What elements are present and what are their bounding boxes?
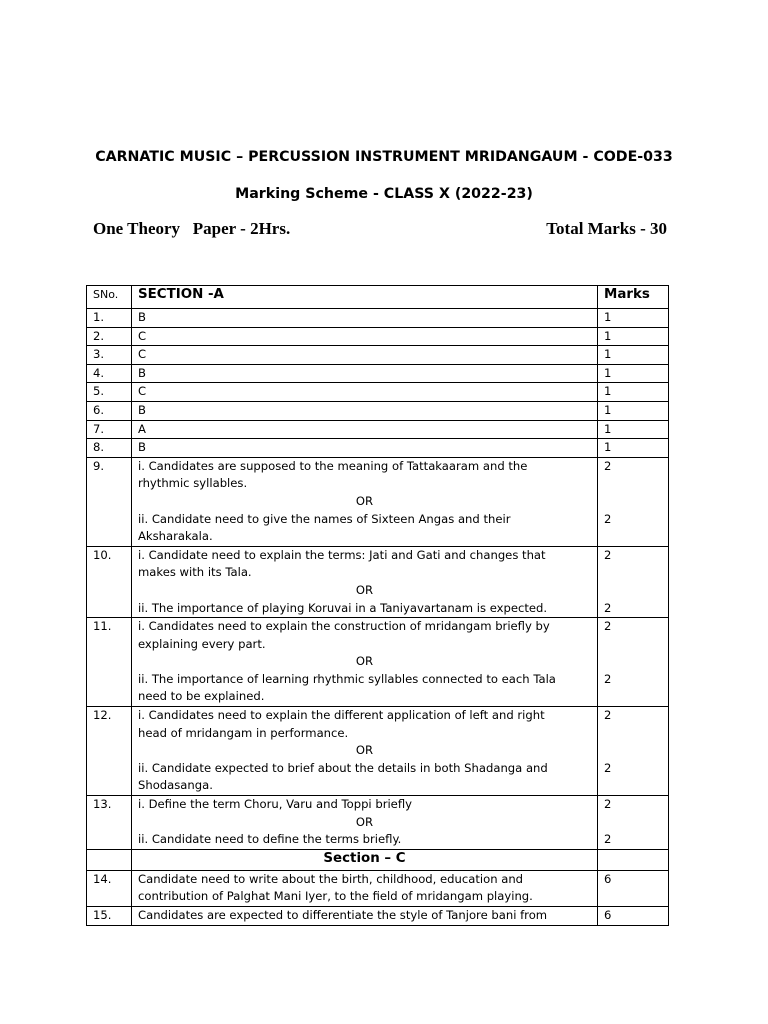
- answer-line: head of mridangam in performance.: [138, 725, 349, 740]
- paper-duration: One Theory Paper - 2Hrs.: [93, 219, 291, 238]
- section-c-row: [87, 849, 669, 870]
- table-row: [87, 364, 669, 383]
- document-title: CARNATIC MUSIC – PERCUSSION INSTRUMENT MRIDANGAUM - CODE-033: [95, 149, 673, 165]
- answer-line: explaining every part.: [138, 636, 266, 651]
- table-row: [87, 383, 669, 402]
- row-sno: 6.: [87, 401, 132, 420]
- answer-line: need to be explained.: [138, 689, 265, 704]
- row-sno: 2.: [87, 327, 132, 346]
- answer-line: ii. Candidate need to give the names of Sixteen Angas and their: [138, 511, 511, 526]
- or-separator: OR: [355, 814, 374, 829]
- row-marks: [598, 546, 669, 617]
- row-answer: B: [132, 439, 598, 458]
- row-marks: [598, 796, 669, 850]
- table-row: [87, 439, 669, 458]
- answer-line: Candidates are expected to differentiate the style of Tanjore bani from: [138, 908, 548, 922]
- answer-line: ii. The importance of playing Koruvai in a Taniyavartanam is expected.: [138, 600, 548, 615]
- row-answer: C: [132, 327, 598, 346]
- row-marks: 1: [598, 309, 669, 328]
- row-marks: [598, 457, 669, 546]
- row-sno: 5.: [87, 383, 132, 402]
- row-answer: A: [132, 420, 598, 439]
- row-answer: [132, 707, 598, 796]
- row-marks: 1: [598, 401, 669, 420]
- row-answer: B: [132, 401, 598, 420]
- row-marks: 1: [598, 346, 669, 365]
- row-answer: B: [132, 364, 598, 383]
- or-separator: OR: [355, 582, 374, 597]
- answer-line: Shodasanga.: [138, 778, 213, 793]
- document-subtitle: Marking Scheme - CLASS X (2022-23): [235, 186, 533, 202]
- marks-value: 2: [604, 619, 612, 634]
- row-answer: [132, 796, 598, 850]
- row-answer: [132, 907, 598, 926]
- answer-line: i. Define the term Choru, Varu and Toppi briefly: [138, 797, 412, 812]
- table-row: [87, 907, 669, 926]
- row-sno: 3.: [87, 346, 132, 365]
- row-sno: 14.: [87, 870, 132, 906]
- row-sno: 1.: [87, 309, 132, 328]
- marks-value: 2: [604, 511, 612, 526]
- row-answer: C: [132, 346, 598, 365]
- answer-line: makes with its Tala.: [138, 565, 252, 580]
- or-separator: OR: [355, 743, 374, 758]
- table-row: [87, 420, 669, 439]
- marks-value: 2: [604, 547, 612, 562]
- or-separator: OR: [355, 654, 374, 669]
- answer-line: i. Candidates are supposed to the meaning of Tattakaaram and the: [138, 458, 528, 473]
- marks-gap: [604, 564, 662, 599]
- marks-gap: [604, 475, 662, 510]
- header-marks: Marks: [598, 286, 669, 309]
- section-c-heading: Section – C: [132, 849, 598, 870]
- marks-value: 2: [604, 600, 612, 615]
- table-header-row: [87, 286, 669, 309]
- row-sno: [87, 849, 132, 870]
- marks-gap: [604, 636, 662, 671]
- table-row: [87, 618, 669, 707]
- row-marks: 1: [598, 383, 669, 402]
- row-sno: 4.: [87, 364, 132, 383]
- answer-line: ii. Candidate expected to brief about the details in both Shadanga and: [138, 760, 548, 775]
- table-row: [87, 457, 669, 546]
- marks-value: 2: [604, 708, 612, 723]
- marks-value: 2: [604, 832, 612, 847]
- table-row: [87, 401, 669, 420]
- row-answer: [132, 546, 598, 617]
- row-answer: C: [132, 383, 598, 402]
- row-sno: 7.: [87, 420, 132, 439]
- row-marks: [598, 618, 669, 707]
- table-row: [87, 309, 669, 328]
- answer-line: Candidate need to write about the birth, childhood, education and: [138, 871, 524, 886]
- table-row: [87, 346, 669, 365]
- row-sno: 10.: [87, 546, 132, 617]
- marking-scheme-table: [86, 285, 669, 926]
- header-section-a: SECTION -A: [132, 286, 598, 309]
- answer-line: ii. The importance of learning rhythmic syllables connected to each Tala: [138, 671, 556, 686]
- paper-info-line: [93, 219, 667, 241]
- answer-line: i. Candidate need to explain the terms: Jati and Gati and changes that: [138, 547, 546, 562]
- row-marks: 6: [598, 907, 669, 926]
- row-answer: B: [132, 309, 598, 328]
- row-marks: 1: [598, 364, 669, 383]
- answer-line: ii. Candidate need to define the terms briefly.: [138, 832, 402, 847]
- row-answer: [132, 457, 598, 546]
- row-sno: 12.: [87, 707, 132, 796]
- table-row: [87, 546, 669, 617]
- answer-line: Aksharakala.: [138, 529, 213, 544]
- marks-value: 2: [604, 671, 612, 686]
- marks-value: 2: [604, 797, 612, 812]
- row-sno: 8.: [87, 439, 132, 458]
- row-marks: 6: [598, 870, 669, 906]
- row-answer: [132, 870, 598, 906]
- row-sno: 15.: [87, 907, 132, 926]
- or-separator: OR: [355, 493, 374, 508]
- total-marks: Total Marks - 30: [546, 219, 667, 238]
- answer-line: rhythmic syllables.: [138, 476, 248, 491]
- table-row: [87, 870, 669, 906]
- row-marks: [598, 849, 669, 870]
- answer-line: i. Candidates need to explain the different application of left and right: [138, 708, 545, 723]
- marks-value: 2: [604, 458, 612, 473]
- row-answer: [132, 618, 598, 707]
- header-sno: SNo.: [87, 286, 132, 309]
- row-sno: 11.: [87, 618, 132, 707]
- table-row: [87, 796, 669, 850]
- table-row: [87, 707, 669, 796]
- row-marks: 1: [598, 327, 669, 346]
- answer-line: i. Candidates need to explain the construction of mridangam briefly by: [138, 619, 550, 634]
- marks-gap: [604, 725, 662, 760]
- marks-gap: [604, 814, 662, 832]
- row-marks: [598, 707, 669, 796]
- answer-line: contribution of Palghat Mani Iyer, to the field of mridangam playing.: [138, 889, 533, 904]
- row-sno: 13.: [87, 796, 132, 850]
- marks-value: 2: [604, 760, 612, 775]
- table-row: [87, 327, 669, 346]
- row-marks: 1: [598, 420, 669, 439]
- row-marks: 1: [598, 439, 669, 458]
- row-sno: 9.: [87, 457, 132, 546]
